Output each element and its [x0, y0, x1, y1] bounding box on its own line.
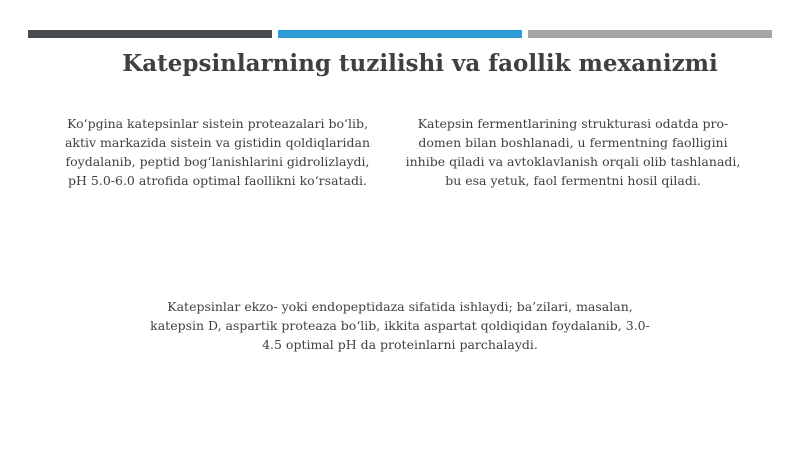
slide-title: Katepsinlarning tuzilishi va faollik mexanizmi	[122, 50, 718, 77]
left-paragraph: Ko‘pgina katepsinlar sistein proteazalari bo‘lib, aktiv markazida sistein va gistidin qoldiqlaridan foydalanib, peptid bog‘lanishlarini gidrolizlaydi, pH 5.0-6.0 atrofida optimal faollikni ko‘rsatadi.	[64, 116, 371, 188]
bottom-paragraph: Katepsinlar ekzo- yoki endopeptidaza sifatida ishlaydi; ba’zilari, masalan, katepsin D, aspartik proteaza bo‘lib, ikkita aspartat qoldiqidan foydalanib, 3.0-4.5 optimal pH da proteinlarni parchalaydi.	[150, 299, 650, 352]
right-paragraph: Katepsin fermentlarining strukturasi odatda pro-domen bilan boshlanadi, u fermentning faolligini inhibe qiladi va avtoklavlanish orqali olib tashlanadi, bu esa yetuk, faol fermentni hosil qiladi.	[405, 116, 741, 188]
accent-bar-gray	[528, 30, 772, 38]
accent-bar-blue	[278, 30, 522, 38]
accent-bar-dark	[28, 30, 272, 38]
